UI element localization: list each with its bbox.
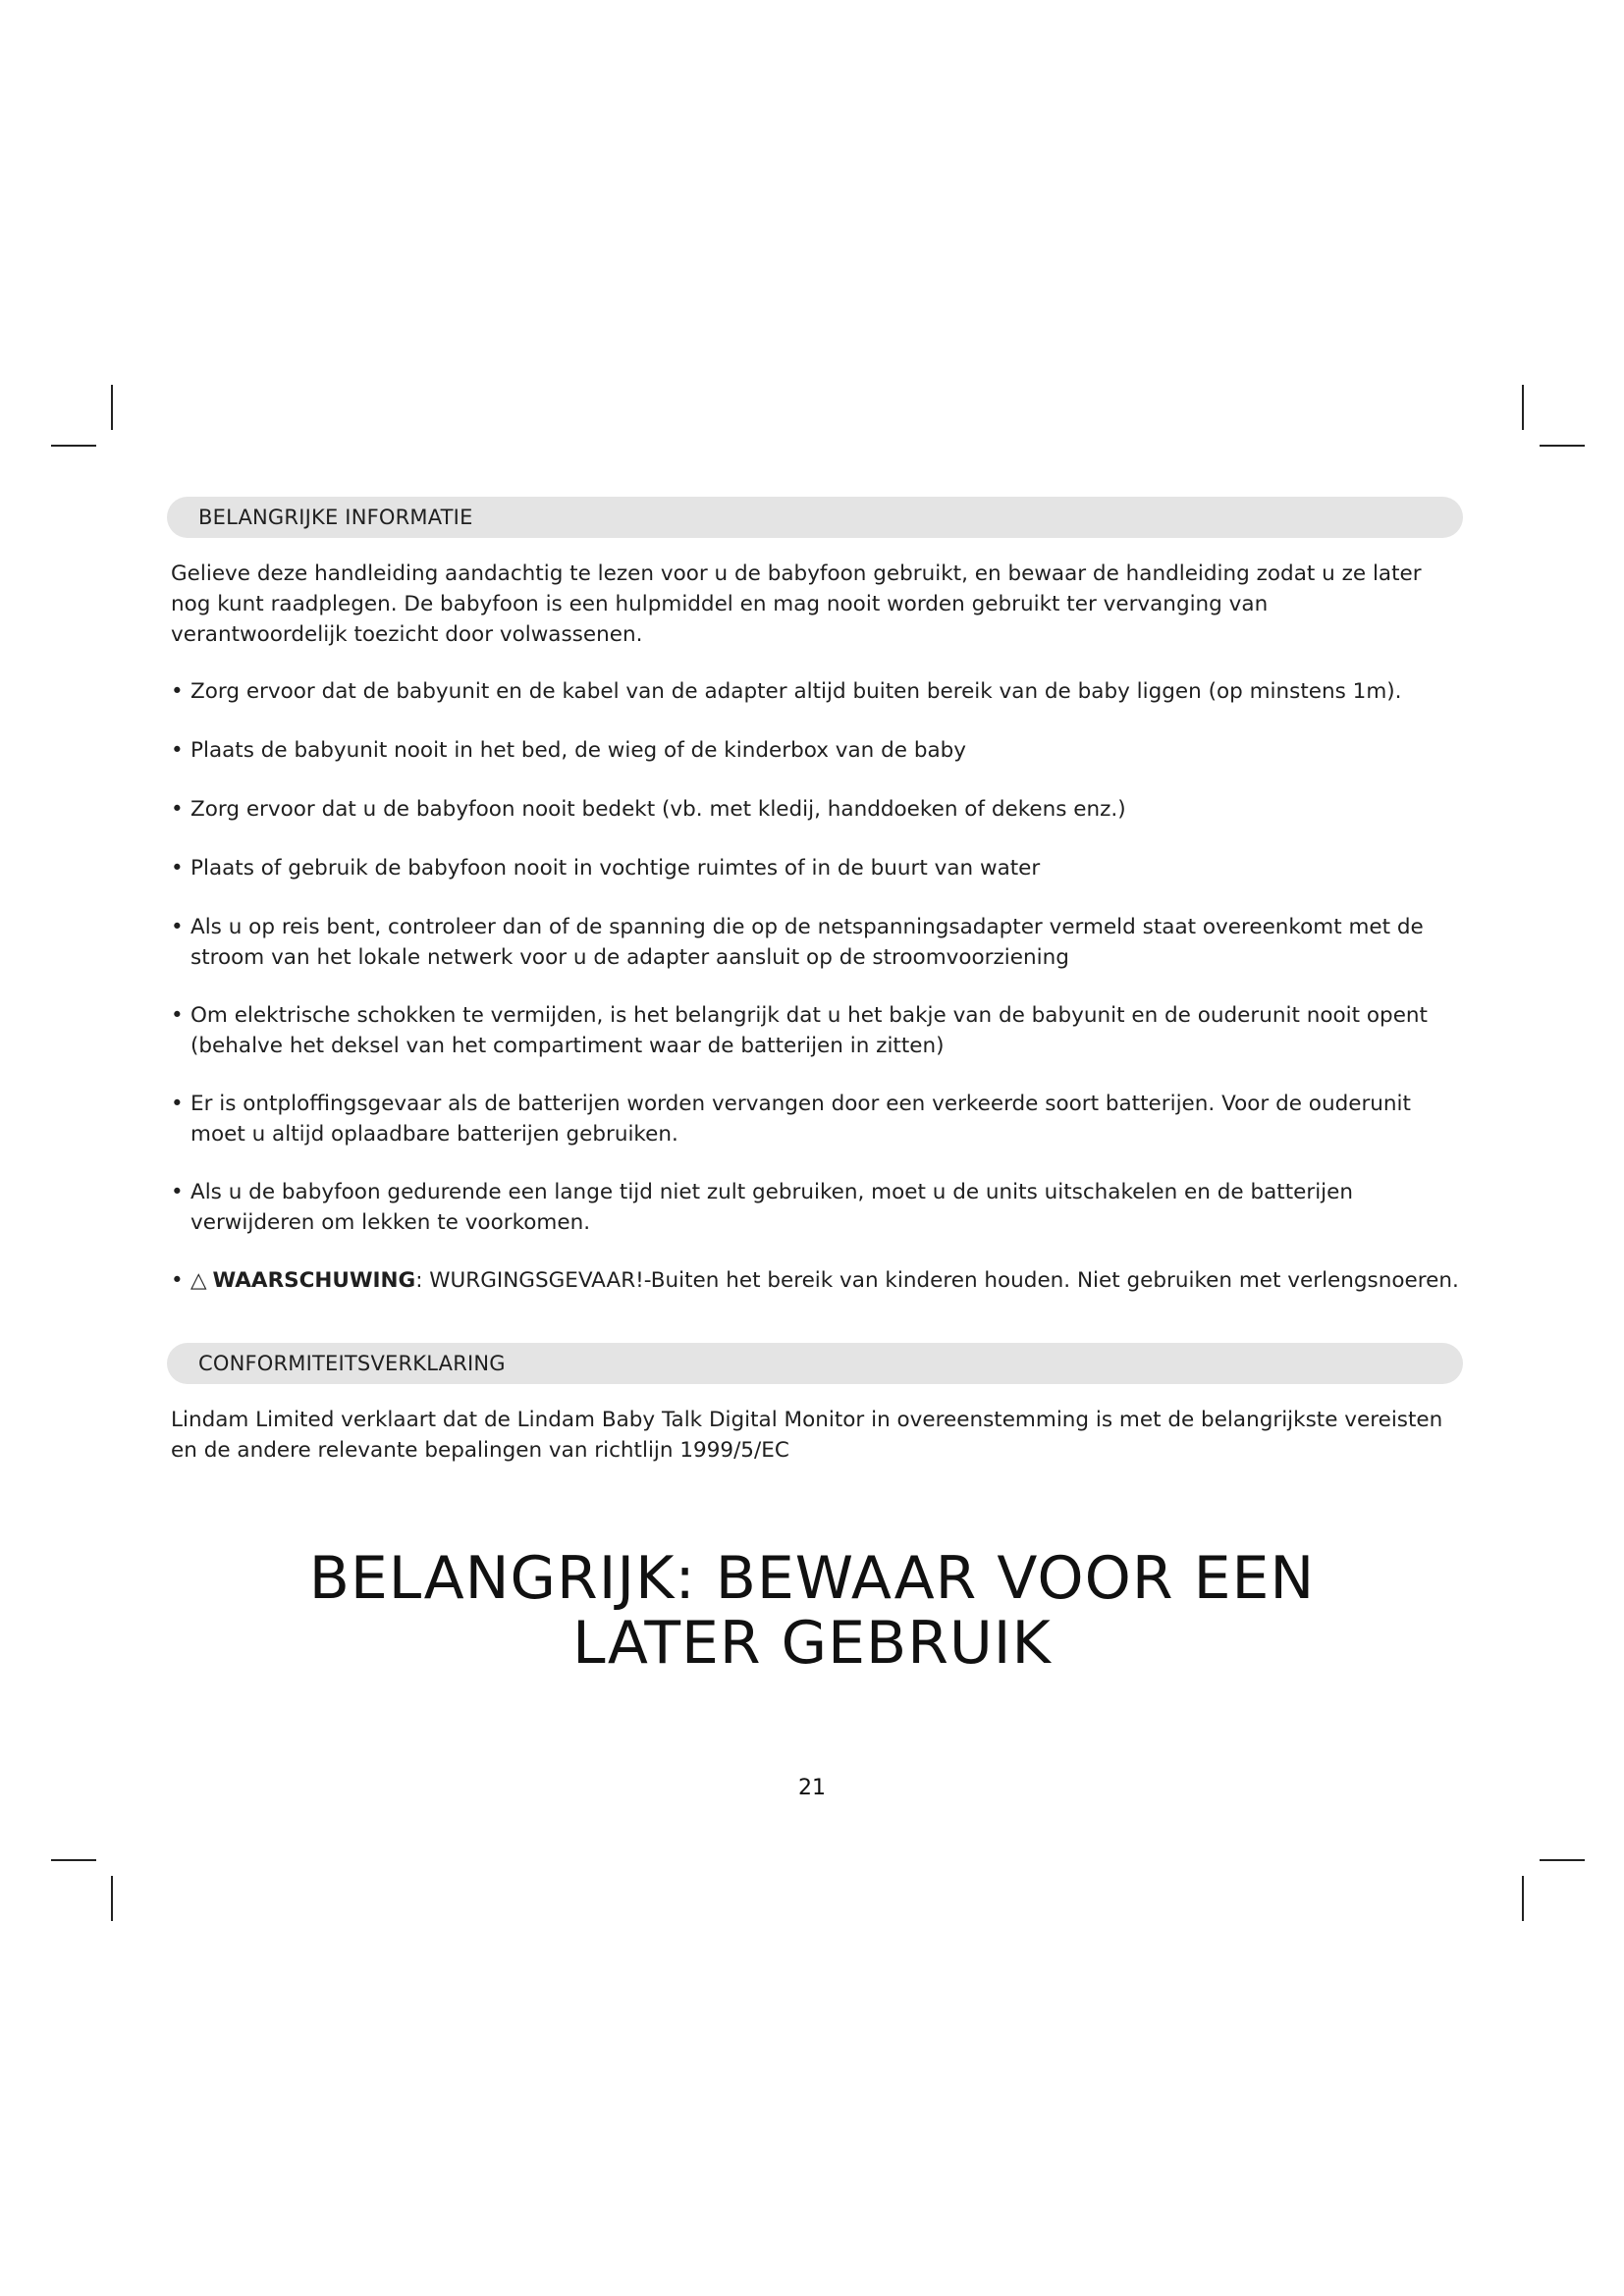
list-item: • Zorg ervoor dat de babyunit en de kabel van de adapter altijd buiten bereik van de baby liggen (op minstens 1m). bbox=[171, 676, 1467, 735]
closing-title-line: BELANGRIJK: BEWAAR VOOR EEN bbox=[308, 1544, 1316, 1613]
section-header-important-info bbox=[167, 497, 1463, 538]
warning-item bbox=[171, 1265, 1467, 1354]
crop-mark bbox=[111, 1876, 113, 1921]
warning-text: : WURGINGSGEVAAR!-Buiten het bereik van kinderen houden. Niet gebruiken met verlengsnoeren. bbox=[415, 1268, 1459, 1293]
warning-triangle-icon: △ bbox=[190, 1268, 207, 1293]
bullet-icon: • bbox=[171, 1268, 184, 1293]
crop-mark bbox=[1540, 1859, 1585, 1861]
crop-mark bbox=[1522, 1876, 1524, 1921]
list-item: • Plaats de babyunit nooit in het bed, de wieg of de kinderbox van de baby bbox=[171, 735, 1467, 794]
bullet-icon: • bbox=[171, 797, 184, 822]
safety-list bbox=[171, 676, 1467, 1354]
declaration-paragraph: Lindam Limited verklaart dat de Lindam Baby Talk Digital Monitor in overeenstemming is met de belangrijkste vereisten en de andere relevante bepalingen van richtlijn 1999/5/EC bbox=[171, 1408, 1443, 1463]
bullet-icon: • bbox=[171, 1092, 184, 1116]
crop-mark bbox=[51, 445, 96, 447]
list-item: • Plaats of gebruik de babyfoon nooit in vochtige ruimtes of in de buurt van water bbox=[171, 853, 1467, 912]
section-title: CONFORMITEITSVERKLARING bbox=[198, 1352, 506, 1375]
intro-paragraph: Gelieve deze handleiding aandachtig te lezen voor u de babyfoon gebruikt, en bewaar de handleiding zodat u ze later nog kunt raadplegen. De babyfoon is een hulpmiddel en mag nooit worden gebruikt ter vervanging van verantwoordelijk toezicht door volwassenen. bbox=[171, 561, 1422, 647]
list-item: • Om elektrische schokken te vermijden, is het belangrijk dat u het bakje van de babyunit en de ouderunit nooit opent (behalve het deksel van het compartiment waar de batterijen in zitten) bbox=[171, 1000, 1467, 1089]
bullet-icon: • bbox=[171, 856, 184, 881]
bullet-icon: • bbox=[171, 1003, 184, 1028]
section-header-conformity bbox=[167, 1343, 1463, 1384]
bullet-icon: • bbox=[171, 915, 184, 939]
crop-mark bbox=[1540, 445, 1585, 447]
bullet-icon: • bbox=[171, 1180, 184, 1204]
crop-mark bbox=[51, 1859, 96, 1861]
bullet-icon: • bbox=[171, 738, 184, 763]
crop-mark bbox=[1522, 385, 1524, 430]
list-item: • Als u de babyfoon gedurende een lange tijd niet zult gebruiken, moet u de units uitschakelen en de batterijen verwijderen om lekken te voorkomen. bbox=[171, 1177, 1467, 1265]
crop-mark bbox=[111, 385, 113, 430]
warning-label: WAARSCHUWING bbox=[212, 1268, 416, 1293]
list-item: • Er is ontploffingsgevaar als de batterijen worden vervangen door een verkeerde soort batterijen. Voor de ouderunit moet u altijd oplaadbare batterijen gebruiken. bbox=[171, 1089, 1467, 1177]
section-title: BELANGRIJKE INFORMATIE bbox=[198, 506, 473, 529]
closing-title bbox=[0, 1546, 1624, 1676]
page-number: 21 bbox=[798, 1776, 826, 1800]
list-item: • Zorg ervoor dat u de babyfoon nooit bedekt (vb. met kledij, handdoeken of dekens enz.) bbox=[171, 794, 1467, 853]
bullet-icon: • bbox=[171, 679, 184, 704]
closing-title-line: LATER GEBRUIK bbox=[572, 1609, 1052, 1678]
list-item: • Als u op reis bent, controleer dan of de spanning die op de netspanningsadapter vermeld staat overeenkomt met de stroom van het lokale netwerk voor u de adapter aansluit op de stroomvoorziening bbox=[171, 912, 1467, 1000]
